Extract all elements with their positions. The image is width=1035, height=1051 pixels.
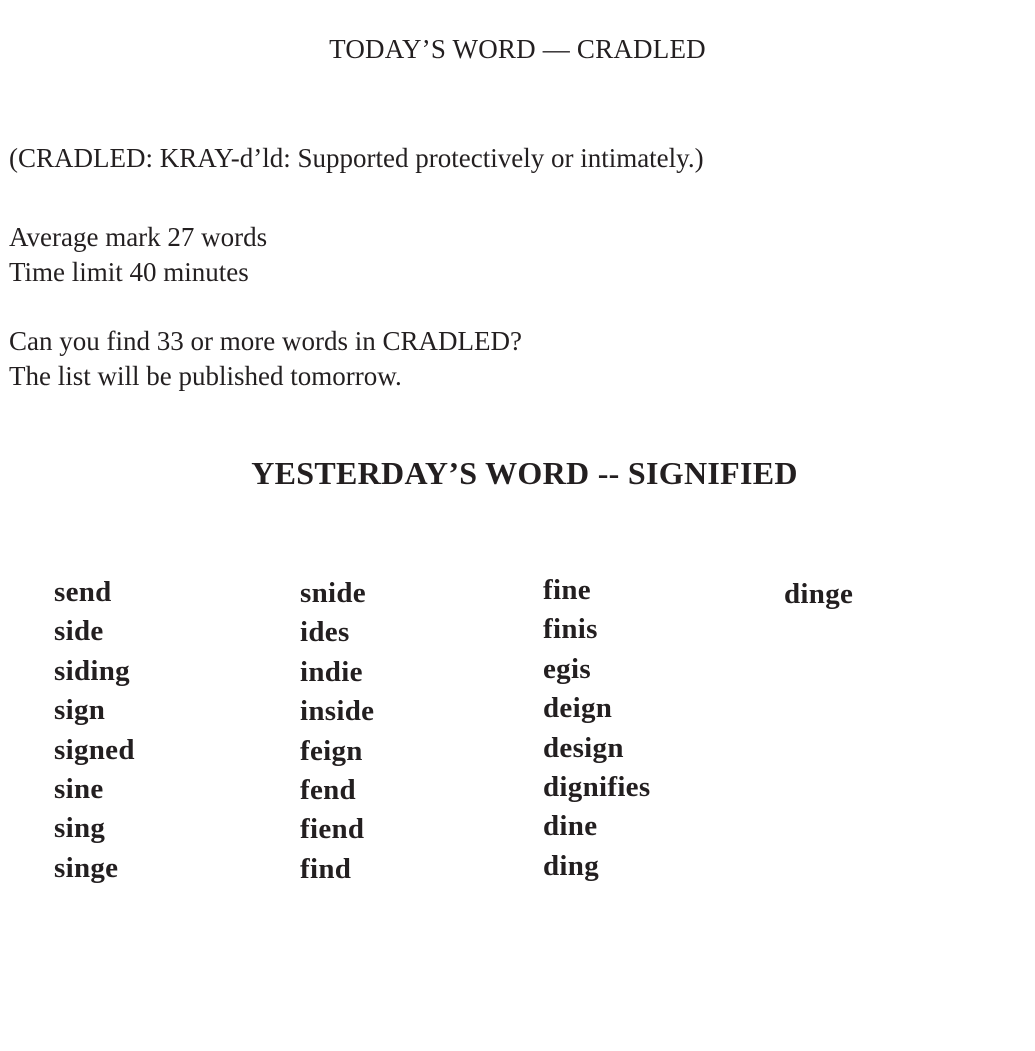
answer-word: egis: [543, 652, 591, 685]
answer-word-list: [0, 573, 1035, 903]
answer-word: sign: [54, 694, 106, 727]
time-limit: Time limit 40 minutes: [9, 257, 249, 287]
answer-word: snide: [300, 577, 366, 609]
puzzle-stats: [9, 220, 267, 290]
answer-word: ides: [300, 616, 350, 649]
answer-word: feign: [300, 734, 363, 767]
yesterdays-word-title: YESTERDAY’S WORD -- SIGNIFIED: [251, 455, 798, 491]
word-column-1: [54, 573, 135, 888]
puzzle-challenge: [9, 324, 522, 394]
answer-word: finis: [543, 613, 598, 646]
word-definition: (CRADLED: KRAY-d’ld: Supported protectively or intimately.): [9, 143, 704, 173]
word-column-2: [300, 574, 374, 889]
answer-word: siding: [54, 654, 130, 687]
answer-word: dine: [543, 810, 598, 843]
answer-word: dignifies: [543, 771, 651, 804]
answer-word: sing: [54, 812, 106, 845]
answer-word: design: [543, 731, 624, 764]
answer-word: singe: [54, 851, 119, 884]
word-column-4: [784, 575, 853, 614]
answer-word: deign: [543, 692, 613, 725]
answer-word: fend: [300, 774, 356, 807]
publish-note: The list will be published tomorrow.: [9, 361, 402, 391]
answer-word: fiend: [300, 813, 365, 846]
answer-word: ding: [543, 849, 600, 882]
answer-word: sine: [54, 773, 104, 806]
answer-word: inside: [300, 695, 375, 728]
answer-word: fine: [543, 574, 591, 606]
answer-word: side: [54, 615, 104, 648]
average-mark: Average mark 27 words: [9, 222, 268, 252]
answer-word: indie: [300, 655, 363, 688]
answer-word: send: [54, 576, 112, 608]
todays-word-title: TODAY’S WORD — CRADLED: [329, 34, 706, 64]
word-column-3: [543, 571, 650, 886]
answer-word: signed: [54, 733, 135, 766]
challenge-question: Can you find 33 or more words in CRADLED?: [9, 326, 522, 356]
answer-word: find: [300, 852, 352, 885]
answer-word: dinge: [784, 578, 854, 610]
